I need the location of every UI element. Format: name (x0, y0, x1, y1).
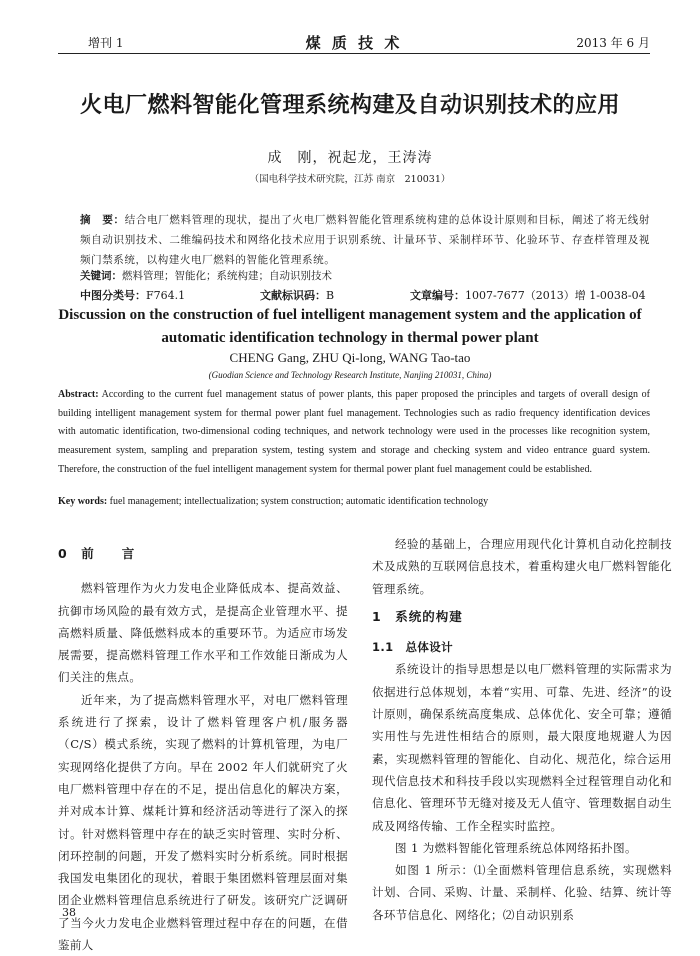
doc-code: 文献标识码：B (260, 289, 335, 302)
keywords-cn-label: 关键词： (80, 270, 122, 282)
abstract-cn (80, 210, 650, 270)
abstract-cn-label: 摘 要： (80, 214, 125, 226)
paragraph: 如图 1 所示：⑴全面燃料管理信息系统，实现燃料计划、合同、采购、计量、采制样、化验、结算、统计等各环节信息化、网络化；⑵自动识别系 (372, 863, 672, 922)
paragraph: 燃料管理作为火力发电企业降低成本、提高效益、抗御市场风险的最有效方式，是提高企业管理水平、提高燃料质量、降低燃料成本的重要环节。为适应市场发展需要，提高燃料管理工作水平和工作效能日渐成为人们关注的焦点。 (58, 581, 348, 685)
english-title-line2: automatic identification technology in thermal power plant (161, 330, 539, 346)
header-journal: 煤 质 技 术 (305, 34, 403, 52)
clc-code: 中图分类号：F764.1 (80, 289, 186, 302)
english-abstract-label: Abstract: (58, 389, 99, 400)
english-affiliation: (Guodian Science and Technology Research Institute, Nanjing 210031, China) (208, 370, 492, 380)
keywords-cn-text: 燃料管理；智能化；系统构建；自动识别技术 (122, 270, 332, 282)
page-number: 38 (62, 906, 76, 919)
keywords-cn (80, 268, 650, 283)
abstract-cn-text: 结合电厂燃料管理的现状，提出了火电厂燃料智能化管理系统构建的总体设计原则和目标，阐述了将无线射频自动识别技术、二维编码技术和网络化技术应用于识别系统、计量环节、采制样环节、化验环节、存查样管理及视频门禁系统，以构建火电厂燃料的智能化管理系统。 (80, 214, 650, 266)
section-heading-construction: 1 系统的构建 (372, 608, 463, 624)
english-keywords-text: fuel management; intellectualization; system construction; automatic identification technology (109, 496, 489, 507)
body-right-column (372, 533, 672, 926)
paragraph: 图 1 为燃料智能化管理系统总体网络拓扑图。 (395, 840, 637, 855)
body-left-column (58, 533, 348, 956)
english-keywords (58, 496, 650, 507)
header-date: 2013 年 6 月 (576, 36, 650, 50)
authors: 成 刚，祝起龙，王涛涛 (267, 150, 433, 166)
english-authors: CHENG Gang, ZHU Qi-long, WANG Tao-tao (229, 350, 471, 365)
subsection-heading-overall: 1.1 总体设计 (372, 640, 454, 655)
english-keywords-label: Key words: (58, 496, 108, 507)
paragraph: 经验的基础上，合理应用现代化计算机自动化控制技术及成熟的互联网信息技术，着重构建火电厂燃料智能化管理系统。 (372, 537, 672, 596)
english-abstract (58, 386, 650, 480)
paper-title: 火电厂燃料智能化管理系统构建及自动识别技术的应用 (79, 93, 620, 118)
header-rule (58, 53, 650, 54)
english-title-line1: Discussion on the construction of fuel intelligent management system and the application of (58, 307, 642, 323)
header-issue: 增刊 1 (88, 36, 124, 50)
paragraph: 近年来，为了提高燃料管理水平，对电厂燃料管理系统进行了探索，设计了燃料管理客户机/服务器（C/S）模式系统，实现了燃料的计算机管理，为电厂实现网络化提供了方向。早在 2002 年人们就研究了火电厂燃料管理中存在的不足，提出信息化的解决方案，并对成本计算、煤耗计算和经济活动等进行了深入的探讨。针对燃料管理中存在的缺乏实时管理、实时分析、闭环控制的问题，开发了燃料实时分析系统。同时根据我国发电集团化的现状，着眼于集团燃料管理层面对集团企业燃料管理信息系统进行了研发。该研究广泛调研了当今火力发电企业燃料管理过程中存在的问题，在借鉴前人 (58, 692, 348, 953)
paragraph: 系统设计的指导思想是以电厂燃料管理的实际需求为依据进行总体规划，本着“实用、可靠、先进、经济”的设计原则，确保系统高度集成、总体优化、安全可靠；遵循实用性与先进性相结合的原则，最大限度地规避人为因素，实现燃料管理的智能化、自动化、规范化，综合运用现代信息技术和科技手段以实现燃料全过程管理自动化和信息化、管理环节无缝对接及无人值守、管理数据自动生成及网络传输、工作全程实时监控。 (372, 662, 672, 833)
article-number: 文章编号：1007-7677（2013）增 1-0038-04 (410, 289, 646, 302)
running-header (58, 32, 650, 52)
section-heading-intro: 0 前 言 (58, 546, 136, 561)
classification-line (80, 287, 650, 303)
english-abstract-text: According to the current fuel management status of power plants, this paper proposed the principles and targets of overall design of building intelligent management system for thermal power plant fuel management. Technologies such as radio frequency identification devices with automatic identification, two-dimensional coding techniques, and network technology were used in the processes like recognition system, measurement system, sampling and preparation system, testing system and storage and checking system and video entrance guard system. Therefore, the construction of the fuel intelligent management system for thermal power plant fuel management could be established. (58, 389, 650, 475)
english-title (0, 304, 700, 350)
affiliation: （国电科学技术研究院，江苏 南京 210031） (249, 174, 451, 185)
